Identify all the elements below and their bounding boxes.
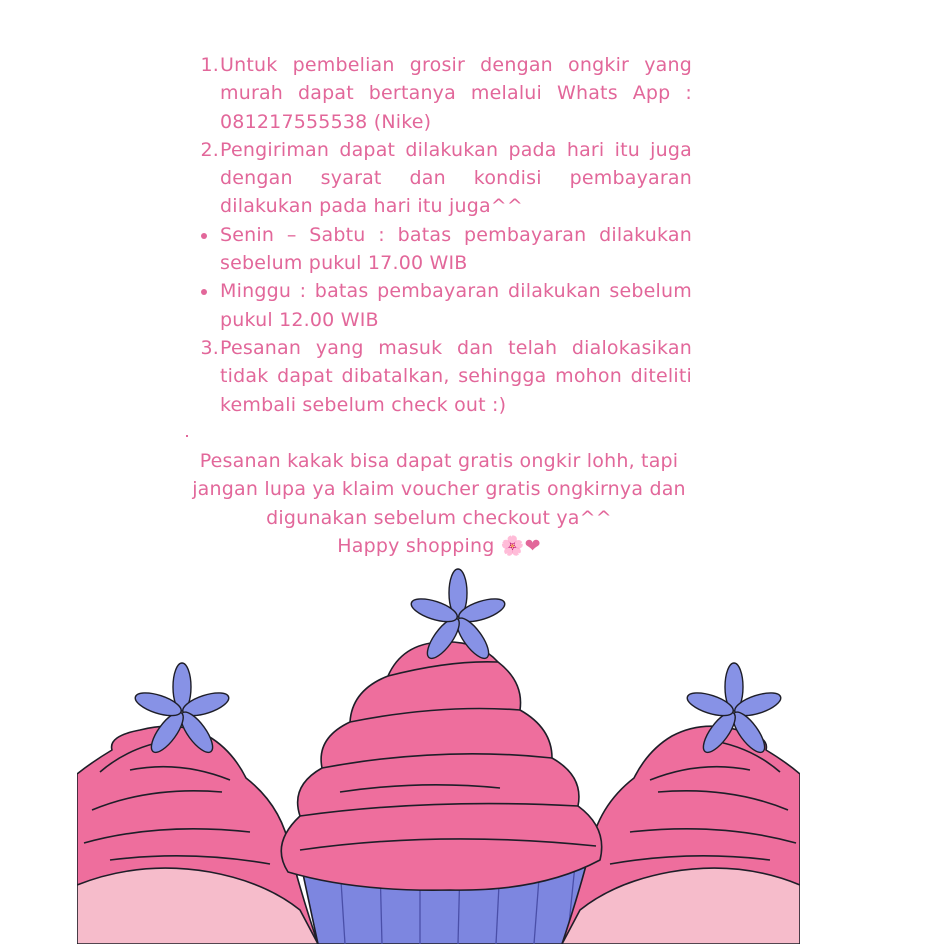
notice-bullet-sunday bbox=[189, 277, 692, 334]
order-notice bbox=[189, 51, 692, 419]
happy-shopping: Happy shopping 🌸❤ bbox=[337, 534, 541, 557]
notice-text: Senin – Sabtu : batas pembayaran dilakukan sebelum pukul 17.00 WIB bbox=[220, 223, 692, 275]
list-number: 2. bbox=[200, 138, 219, 161]
notice-text: Pesanan yang masuk dan telah dialokasikan tidak dapat dibatalkan, sehingga mohon diteliti kembali sebelum check out :) bbox=[220, 336, 692, 416]
bullet-icon bbox=[201, 233, 207, 239]
list-number: 1. bbox=[200, 54, 219, 76]
free-shipping-message: Pesanan kakak bisa dapat gratis ongkir lohh, tapi jangan lupa ya klaim voucher gratis ongkirnya dan digunakan sebelum checkout ya^^ bbox=[192, 450, 686, 529]
stray-dot bbox=[186, 435, 188, 437]
notice-item-2 bbox=[189, 136, 692, 221]
notice-text: Pengiriman dapat dilakukan pada hari itu juga dengan syarat dan kondisi pembayaran dilakukan pada hari itu juga^^ bbox=[220, 138, 692, 218]
closing-message bbox=[186, 447, 692, 560]
notice-text: Minggu : batas pembayaran dilakukan sebelum pukul 12.00 WIB bbox=[220, 280, 692, 331]
notice-bullet-weekday bbox=[189, 221, 692, 278]
notice-item-1 bbox=[189, 51, 692, 136]
cupcake-illustration bbox=[0, 560, 944, 944]
list-number: 3. bbox=[200, 336, 219, 359]
notice-text: Untuk pembelian grosir dengan ongkir yang murah dapat bertanya melalui Whats App : 081217555538 (Nike) bbox=[220, 54, 692, 133]
bullet-icon bbox=[201, 289, 207, 295]
notice-item-3 bbox=[189, 334, 692, 419]
